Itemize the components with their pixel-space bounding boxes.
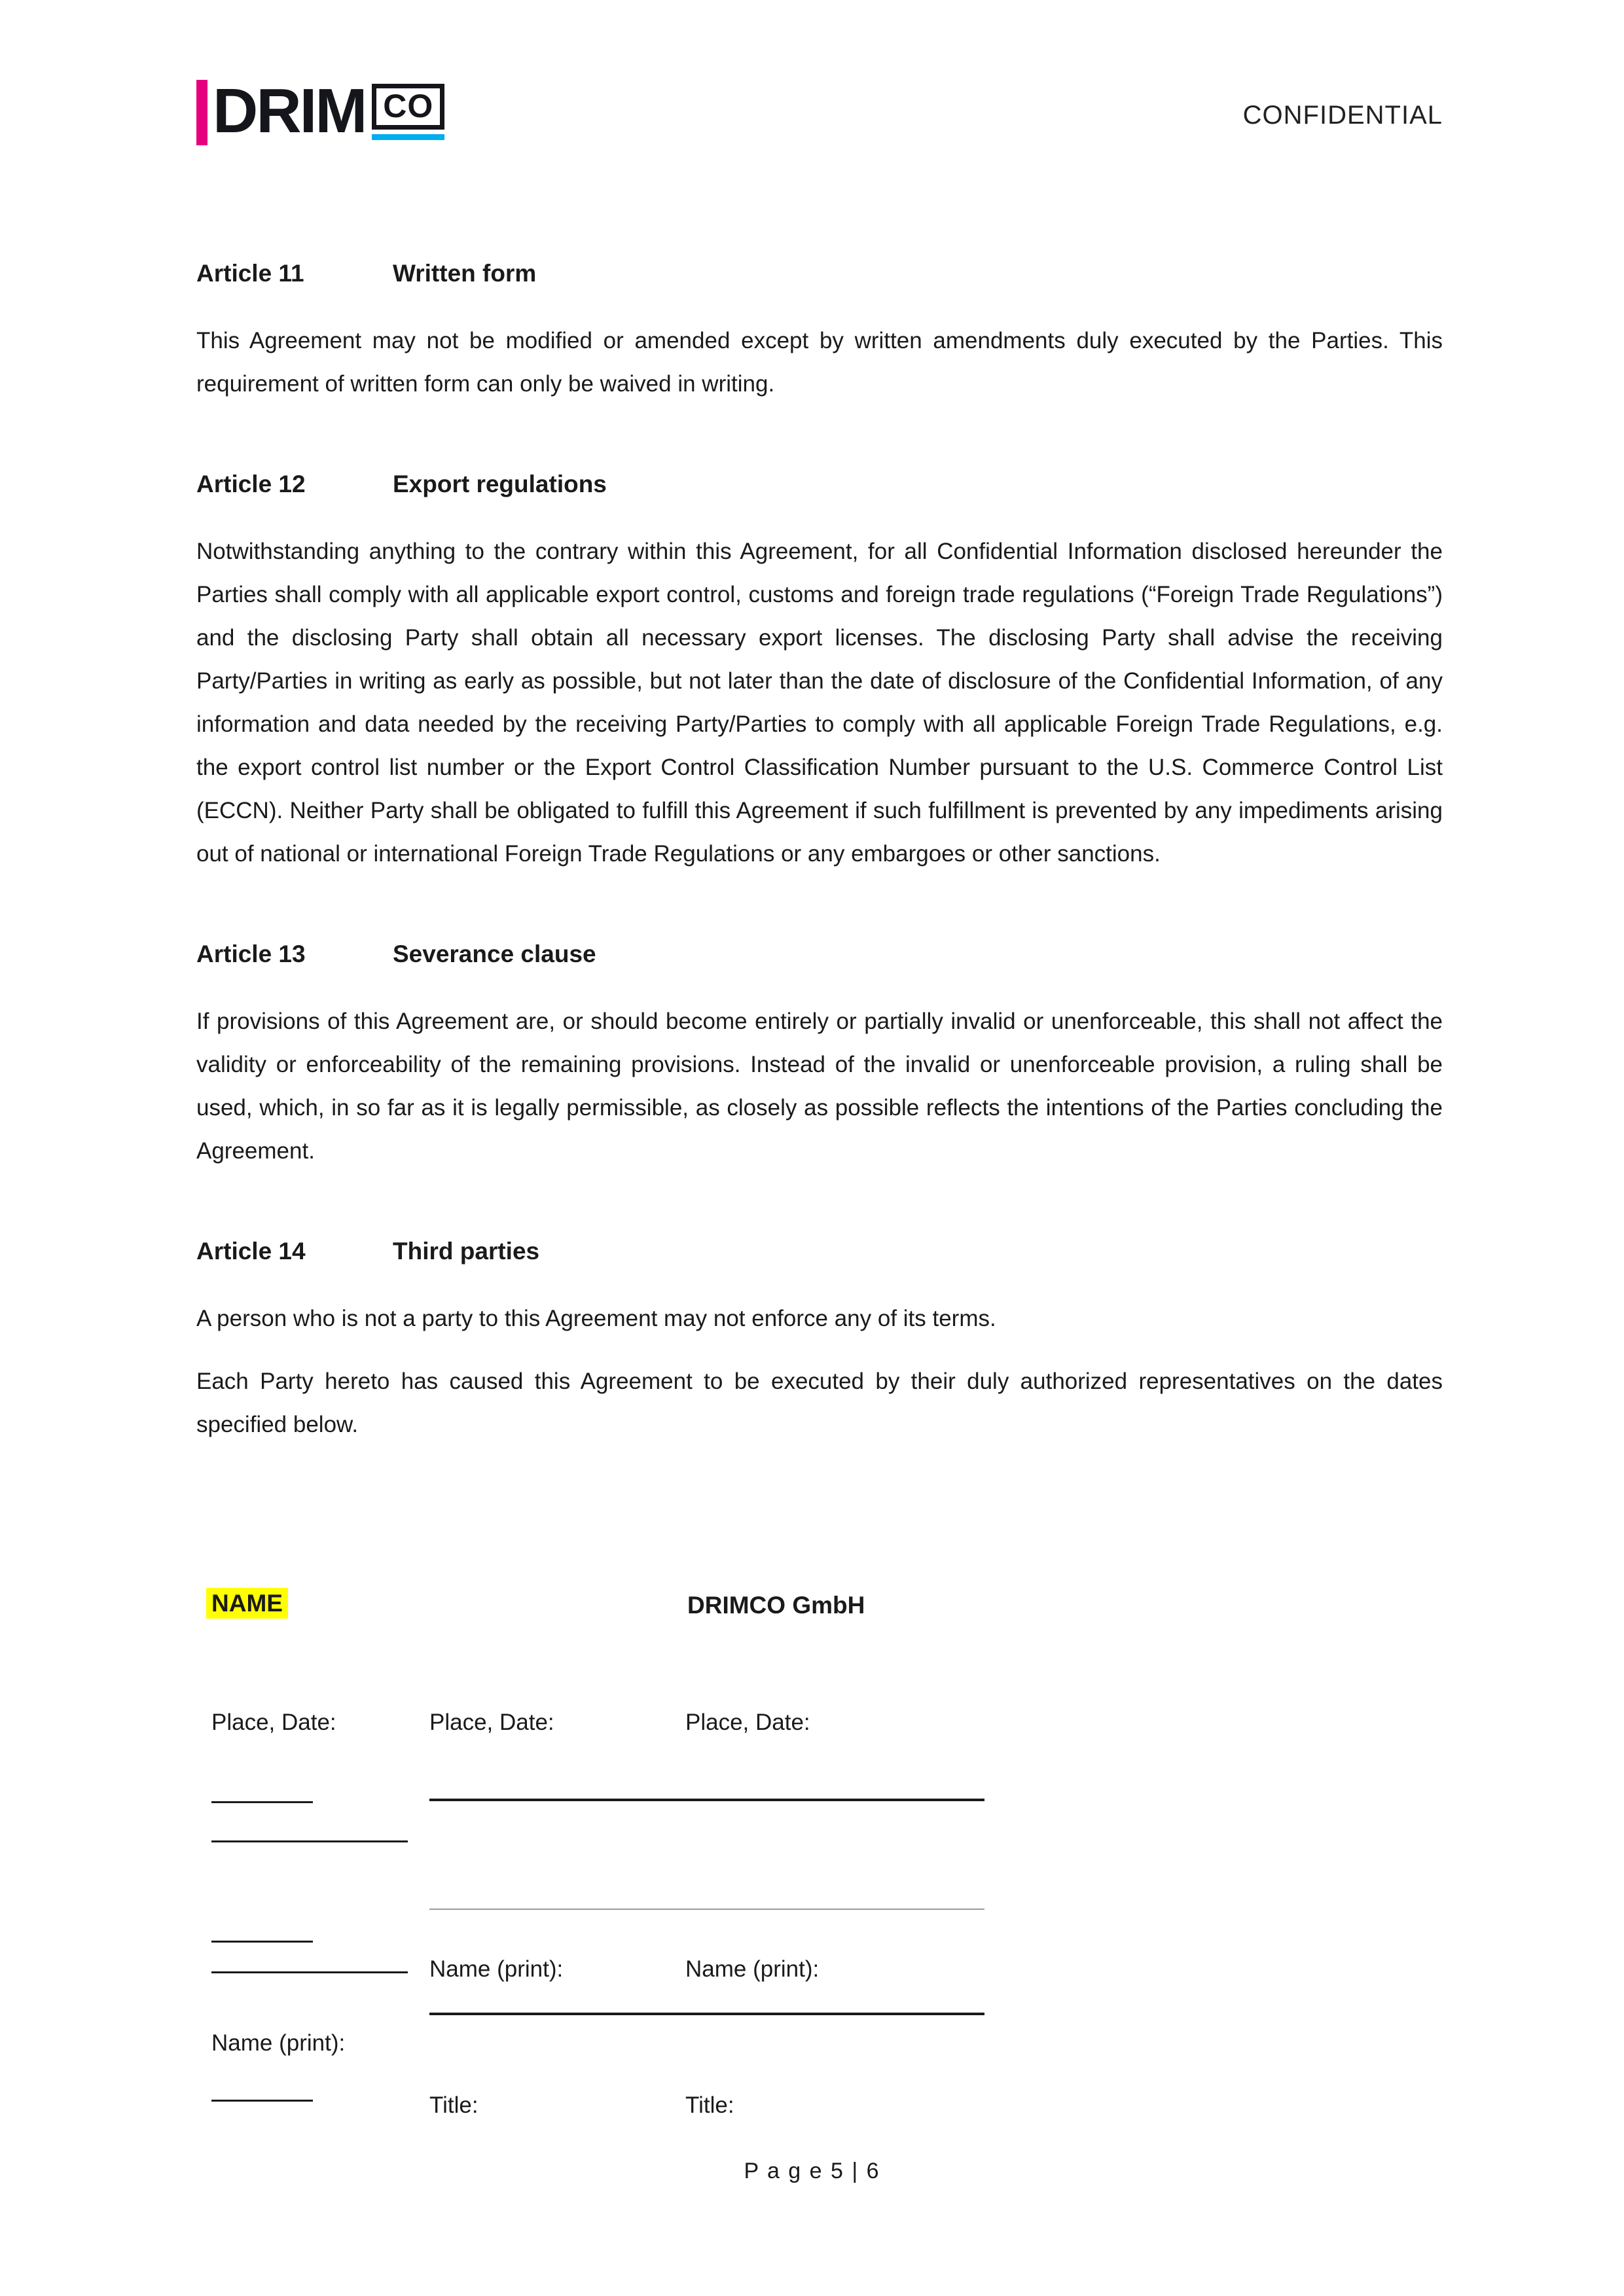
article-number: Article 13 [196,941,306,967]
place-date-label-middle: Place, Date: [429,1710,554,1735]
article-11 [196,257,1443,406]
logo-text-drim: DRIM [213,76,366,146]
signature-line [429,1909,984,1910]
article-title: Third parties [393,1238,540,1265]
article-11-heading [196,257,1443,290]
party-right-name: DRIMCO GmbH [687,1592,865,1619]
logo-co-underline [372,134,444,140]
article-14-heading [196,1235,1443,1268]
name-print-label-right: Name (print): [685,1956,820,1982]
signature-line [211,1941,313,1943]
article-title: Export regulations [393,471,607,497]
title-label-middle: Title: [429,2092,478,2118]
signature-line [211,1801,313,1803]
article-number: Article 11 [196,260,304,287]
article-13 [196,938,1443,1173]
name-print-label-left: Name (print): [211,2030,346,2056]
drimco-logo [196,77,444,145]
logo-co-box [372,84,444,140]
title-label-right: Title: [685,2092,734,2118]
signature-line [211,1840,408,1842]
signature-line [429,2013,984,2015]
article-14-paragraph-2: Each Party hereto has caused this Agreement to be executed by their duly authorized representatives on the dates specified below. [196,1369,1443,1437]
article-14 [196,1235,1443,1446]
article-number: Article 12 [196,471,306,497]
article-13-paragraph: If provisions of this Agreement are, or should become entirely or partially invalid or unenforceable, this shall not affect the validity or enforceability of the remaining provisions. Instead of the invalid or unenforceable provision, a ruling shall be used, which, in so far as it is legally permissible, as closely as possible reflects the intentions of the Parties concluding the Agreement. [196,1009,1443,1164]
place-date-label-left: Place, Date: [211,1710,336,1735]
highlighted-name: NAME [206,1588,288,1619]
logo-text-co: CO [372,84,444,130]
article-12-paragraph: Notwithstanding anything to the contrary within this Agreement, for all Confidential Information disclosed hereunder the Parties shall comply with all applicable export control, customs and foreign trade regulations (“Foreign Trade Regulations”) and the disclosing Party shall obtain all necessary export licenses. The disclosing Party shall advise the receiving Party/Parties in writing as early as possible, but not later than the date of disclosure of the Confidential Information, of any information and data needed by the receiving Party/Parties to comply with all applicable Foreign Trade Regulations, e.g. the export control list number or the Export Control Classification Number pursuant to the U.S. Commerce Control List (ECCN). Neither Party shall be obligated to fulfill this Agreement if such fulfillment is prevented by any impediments arising out of national or international Foreign Trade Regulations or any embargoes or other sanctions. [196,539,1443,867]
page-number: P a g e 5 | 6 [744,2159,880,2183]
article-13-heading [196,938,1443,971]
name-print-label-middle: Name (print): [429,1956,564,1982]
article-12-heading [196,468,1443,501]
signature-line [429,1799,984,1801]
party-left-name [206,1587,288,1620]
page-header [196,77,1443,195]
signature-line [211,1971,408,1973]
article-number: Article 14 [196,1238,306,1265]
confidential-label: CONFIDENTIAL [1242,101,1443,130]
article-12 [196,468,1443,876]
article-title: Written form [393,260,537,287]
signature-line [211,2100,313,2102]
article-11-paragraph: This Agreement may not be modified or amended except by written amendments duly executed by the Parties. This requirement of written form can only be waived in writing. [196,328,1443,397]
article-14-paragraph-1: A person who is not a party to this Agreement may not enforce any of its terms. [196,1306,996,1331]
article-title: Severance clause [393,941,596,967]
logo-accent-bar [196,80,208,145]
place-date-label-right: Place, Date: [685,1710,810,1735]
